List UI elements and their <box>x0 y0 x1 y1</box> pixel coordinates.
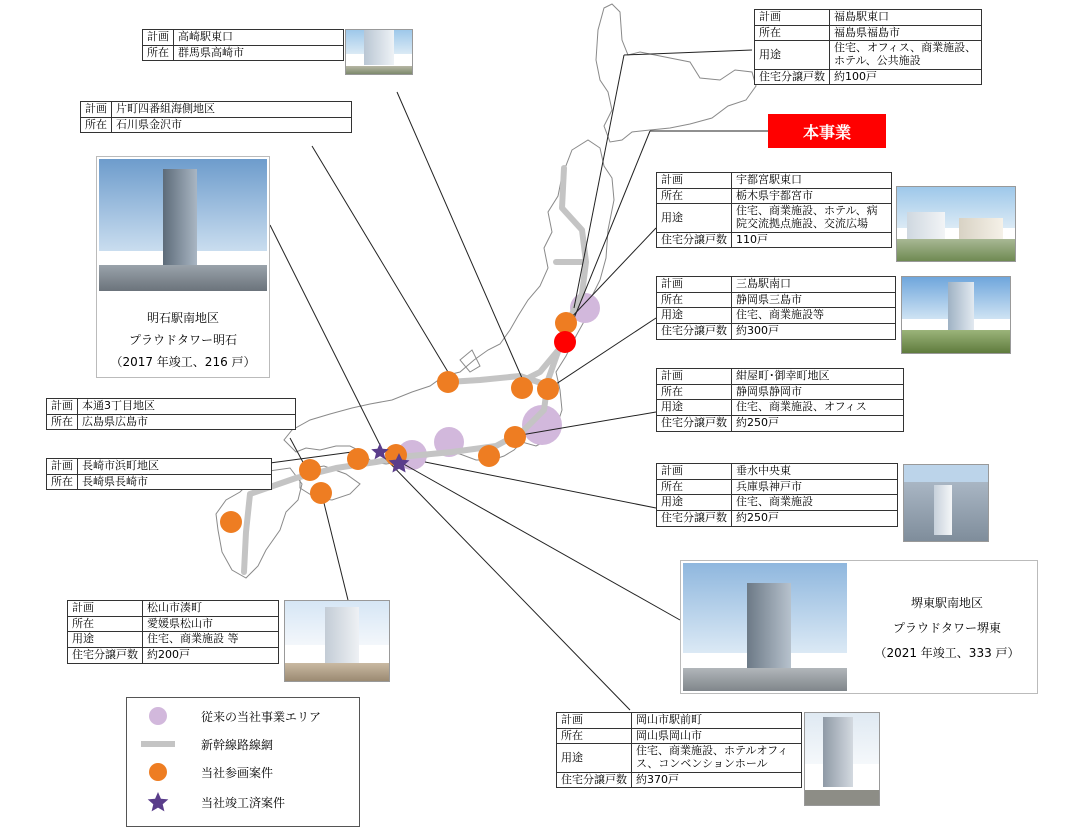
cell-value: 静岡県三島市 <box>732 292 896 308</box>
cell-label: 所在 <box>47 474 78 490</box>
cell-value: 兵庫県神戸市 <box>732 479 898 495</box>
cell-value: 松山市湊町 <box>143 601 279 617</box>
cell-label: 用途 <box>657 400 732 416</box>
cell-label: 計画 <box>47 459 78 475</box>
project-dot-icon <box>141 762 175 782</box>
table-tarumi <box>656 463 898 527</box>
legend-label-past-area: 従来の当社事業エリア <box>201 710 322 724</box>
cell-value: 本通3丁目地区 <box>78 399 296 415</box>
project-marker-shizuoka <box>504 426 526 448</box>
cell-label: 計画 <box>657 277 732 293</box>
photo-tarumi <box>903 464 989 542</box>
table-nagasaki <box>46 458 272 490</box>
cell-label: 所在 <box>68 616 143 632</box>
project-marker-katamachi <box>437 371 459 393</box>
cell-label: 住宅分譲戸数 <box>657 415 732 431</box>
cell-label: 計画 <box>657 369 732 385</box>
legend-row-past-area <box>127 702 359 730</box>
cell-value: 栃木県宇都宮市 <box>732 188 892 204</box>
cell-label: 住宅分譲戸数 <box>657 323 732 339</box>
card-sakai-area: 堺東駅南地区 <box>910 596 983 610</box>
this-project-label: 本事業 <box>768 114 886 148</box>
project-marker-konya <box>537 378 559 400</box>
photo-takasaki <box>345 29 413 75</box>
cell-value: 住宅、商業施設等 <box>732 308 896 324</box>
cell-value: 福島駅東口 <box>830 10 982 26</box>
card-sakai <box>680 560 1038 694</box>
cell-label: 計画 <box>68 601 143 617</box>
cell-label: 所在 <box>657 479 732 495</box>
cell-label: 所在 <box>81 117 112 133</box>
cell-label: 用途 <box>68 632 143 648</box>
table-fukushima <box>754 9 982 85</box>
cell-value: 紺屋町･御幸町地区 <box>732 369 904 385</box>
cell-value: 住宅、商業施設 等 <box>143 632 279 648</box>
project-marker-mishima-area <box>555 312 577 334</box>
project-marker-nagasaki <box>220 511 242 533</box>
project-marker-takasaki <box>511 377 533 399</box>
cell-label: 用途 <box>657 495 732 511</box>
cell-value: 片町四番組海側地区 <box>112 102 352 118</box>
card-akashi-name: プラウドタワー明石 <box>128 333 237 347</box>
cell-label: 所在 <box>557 728 632 744</box>
cell-value: 高崎駅東口 <box>174 30 344 46</box>
cell-label: 所在 <box>657 188 732 204</box>
card-akashi-area: 明石駅南地区 <box>146 311 219 325</box>
cell-label: 計画 <box>755 10 830 26</box>
photo-sakai <box>683 563 847 691</box>
cell-value: 宇都宮駅東口 <box>732 173 892 189</box>
past-area-icon <box>141 706 175 726</box>
legend-label-rail: 新幹線路線網 <box>201 738 274 752</box>
photo-okayama <box>804 712 880 806</box>
cell-label: 用途 <box>657 308 732 324</box>
cell-label: 計画 <box>143 30 174 46</box>
cell-label: 用途 <box>657 204 732 232</box>
cell-value: 約200戸 <box>143 647 279 663</box>
table-katamachi <box>80 101 352 133</box>
cell-value: 住宅、オフィス、商業施設、ホテル、公共施設 <box>830 41 982 69</box>
cell-value: 群馬県高崎市 <box>174 45 344 61</box>
cell-value: 約100戸 <box>830 69 982 85</box>
legend-row-completed <box>127 788 359 816</box>
cell-value: 広島県広島市 <box>78 414 296 430</box>
cell-label: 所在 <box>657 292 732 308</box>
cell-label: 用途 <box>557 744 632 772</box>
legend-label-completed: 当社竣工済案件 <box>201 796 286 810</box>
cell-value: 長崎市浜町地区 <box>78 459 272 475</box>
cell-label: 計画 <box>657 464 732 480</box>
legend-label-project: 当社参画案件 <box>201 766 274 780</box>
table-hondori <box>46 398 296 430</box>
table-matsuyama <box>67 600 279 664</box>
cell-value: 三島駅南口 <box>732 277 896 293</box>
photo-matsuyama <box>284 600 390 682</box>
card-sakai-name: プラウドタワー堺東 <box>892 621 1001 635</box>
cell-value: 垂水中央東 <box>732 464 898 480</box>
cell-value: 石川県金沢市 <box>112 117 352 133</box>
cell-value: 福島県福島市 <box>830 25 982 41</box>
card-akashi-detail: （2017 年竣工、216 戸） <box>110 355 256 369</box>
project-marker-hiroshima <box>299 459 321 481</box>
cell-label: 計画 <box>557 713 632 729</box>
table-takasaki <box>142 29 344 61</box>
cell-label: 住宅分譲戸数 <box>557 772 632 788</box>
cell-value: 長崎県長崎市 <box>78 474 272 490</box>
cell-value: 住宅、商業施設、ホテル、病院交流拠点施設、交流広場 <box>732 204 892 232</box>
cell-value: 約250戸 <box>732 415 904 431</box>
cell-label: 所在 <box>657 384 732 400</box>
cell-label: 所在 <box>47 414 78 430</box>
cell-label: 計画 <box>657 173 732 189</box>
cell-value: 住宅、商業施設 <box>732 495 898 511</box>
shinkansen-network <box>244 168 586 572</box>
cell-label: 住宅分譲戸数 <box>657 510 732 526</box>
rail-line-icon <box>141 734 175 754</box>
photo-utsunomiya <box>896 186 1016 262</box>
legend-row-rail <box>127 730 359 758</box>
legend <box>126 697 360 827</box>
this-project-marker <box>554 331 576 353</box>
photo-mishima <box>901 276 1011 354</box>
cell-label: 所在 <box>143 45 174 61</box>
table-okayama <box>556 712 802 788</box>
cell-label: 用途 <box>755 41 830 69</box>
photo-akashi <box>99 159 267 291</box>
project-marker-matsuyama <box>310 482 332 504</box>
completed-star-icon <box>141 792 175 812</box>
cell-label: 計画 <box>81 102 112 118</box>
cell-label: 住宅分譲戸数 <box>68 647 143 663</box>
cell-label: 住宅分譲戸数 <box>755 69 830 85</box>
table-utsunomiya <box>656 172 892 248</box>
table-konya <box>656 368 904 432</box>
cell-value: 岡山県岡山市 <box>632 728 802 744</box>
card-sakai-detail: （2021 年竣工、333 戸） <box>874 646 1020 660</box>
project-marker-okayama <box>347 448 369 470</box>
cell-value: 住宅、商業施設、オフィス <box>732 400 904 416</box>
cell-value: 約300戸 <box>732 323 896 339</box>
cell-value: 住宅、商業施設、ホテルオフィス、コンベンションホール <box>632 744 802 772</box>
cell-value: 110戸 <box>732 232 892 248</box>
cell-value: 岡山市駅前町 <box>632 713 802 729</box>
cell-label: 住宅分譲戸数 <box>657 232 732 248</box>
project-marker-nagoya-area <box>478 445 500 467</box>
legend-row-project <box>127 758 359 786</box>
cell-value: 静岡県静岡市 <box>732 384 904 400</box>
cell-value: 約250戸 <box>732 510 898 526</box>
cell-value: 愛媛県松山市 <box>143 616 279 632</box>
table-mishima <box>656 276 896 340</box>
cell-label: 計画 <box>47 399 78 415</box>
card-akashi <box>96 156 270 378</box>
cell-label: 所在 <box>755 25 830 41</box>
cell-value: 約370戸 <box>632 772 802 788</box>
